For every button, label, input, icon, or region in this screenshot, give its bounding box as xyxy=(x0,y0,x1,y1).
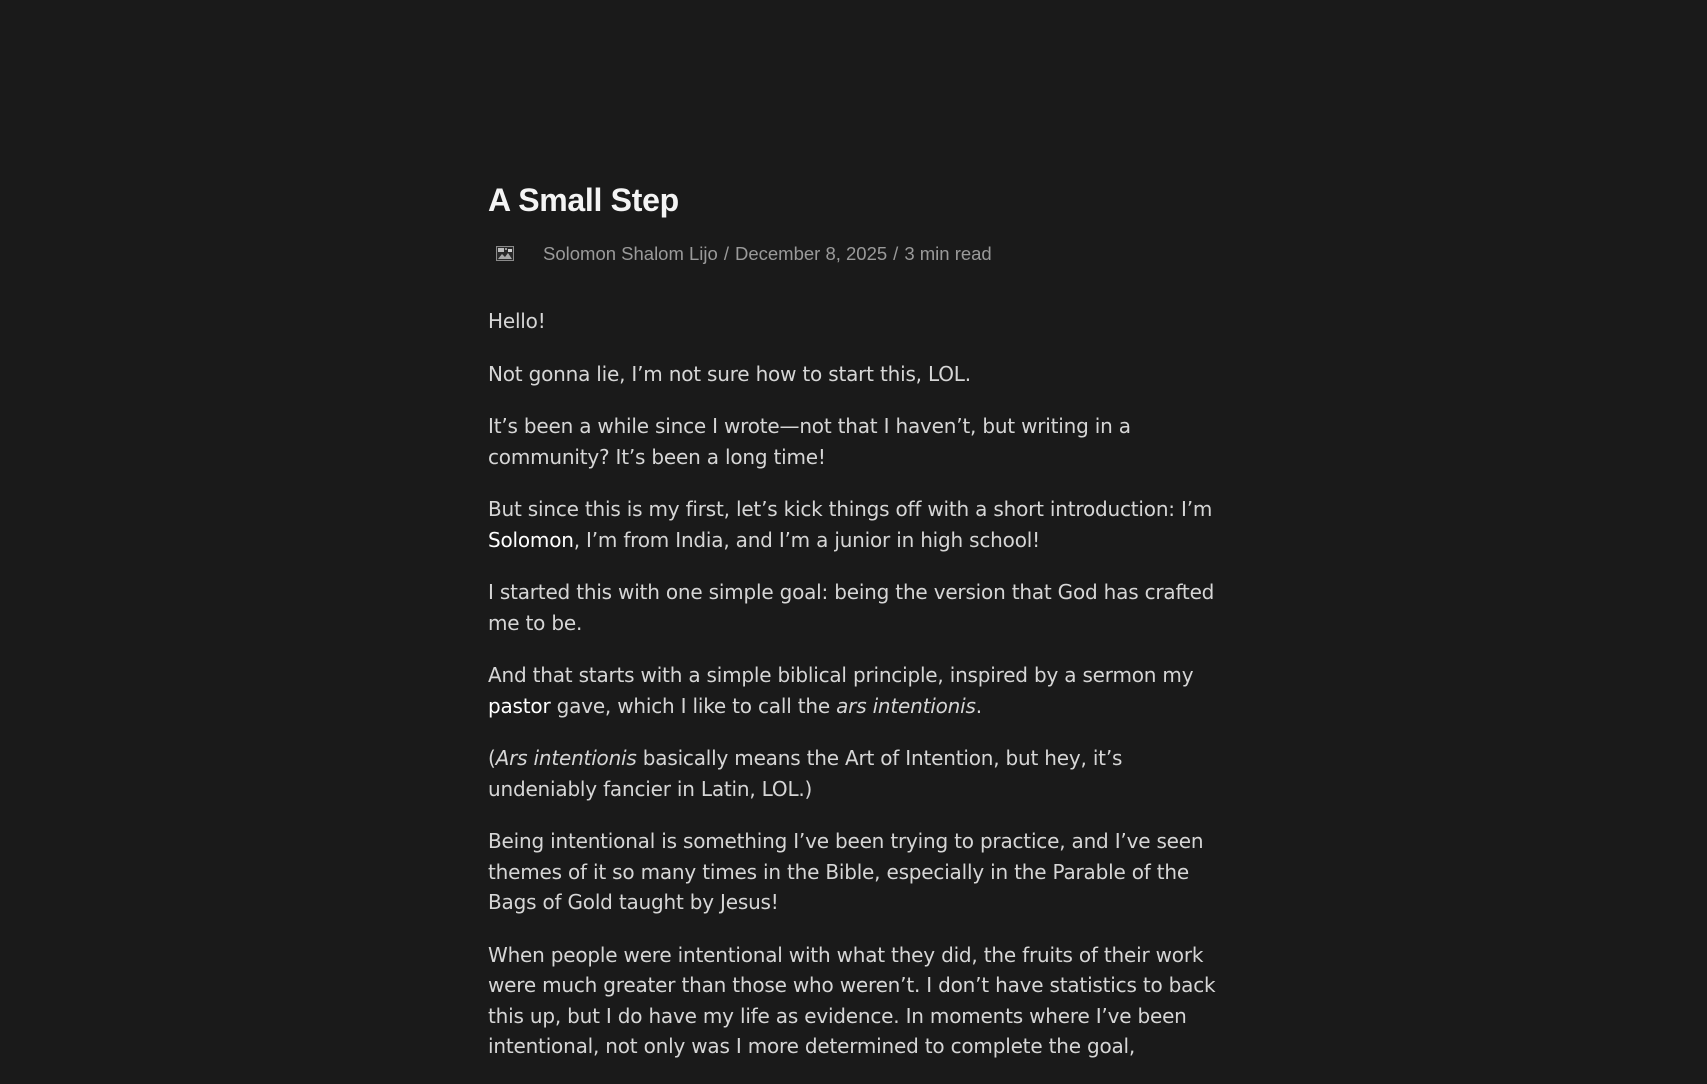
paragraph: Being intentional is something I’ve been trying to practice, and I’ve seen themes of it so many times in the Bible, especially in the Parable of the Bags of Gold taught by Jesus! xyxy=(488,829,1204,914)
paragraph-text: And that starts with a simple biblical principle, inspired by a sermon my xyxy=(488,663,1194,687)
paragraph-text: But since this is my first, let’s kick things off with a short introduction: I’m xyxy=(488,497,1213,521)
paragraph xyxy=(488,494,1228,555)
emphasis-text: Ars intentionis xyxy=(495,746,637,770)
paragraph: Hello! xyxy=(488,309,546,333)
paragraph-text: . xyxy=(975,693,982,718)
post-title: A Small Step xyxy=(488,182,679,218)
paragraph xyxy=(488,743,1228,804)
byline-separator: / xyxy=(893,243,899,264)
paragraph: I started this with one simple goal: being the version that God has crafted me to be. xyxy=(488,580,1215,635)
paragraph-text: gave, which I like to call the xyxy=(550,693,837,718)
paragraph-text: ( xyxy=(488,746,496,770)
solomon-link[interactable]: Solomon xyxy=(488,527,574,552)
post-article xyxy=(488,176,1228,1084)
paragraph-text: , I’m from India, and I’m a junior in high school! xyxy=(573,527,1040,552)
post-meta xyxy=(488,242,1228,266)
paragraph: Not gonna lie, I’m not sure how to start this, LOL. xyxy=(488,361,971,386)
pastor-link[interactable]: pastor xyxy=(488,693,551,718)
post-byline xyxy=(543,243,992,265)
post-content xyxy=(488,306,1228,1062)
emphasis-text: ars intentionis xyxy=(836,693,976,718)
paragraph: It’s been a while since I wrote—not that I haven’t, but writing in a community? It’s been a long time! xyxy=(488,414,1131,469)
paragraph xyxy=(488,660,1228,721)
author-name[interactable]: Solomon Shalom Lijo xyxy=(543,243,718,264)
paragraph-text: basically means the Art of Intention, but hey, it’s undeniably fancier in Latin, LOL.) xyxy=(488,746,1123,801)
post-date: December 8, 2025 xyxy=(734,243,888,264)
byline-separator: / xyxy=(723,243,729,264)
paragraph: When people were intentional with what they did, the fruits of their work were much greater than those who weren’t. I don’t have statistics to back this up, but I do have my life as evidence. In moments where I’ve been intentional, not only was I more determined to complete the goal, xyxy=(488,942,1216,1058)
avatar-image-icon xyxy=(496,246,518,262)
read-time: 3 min read xyxy=(904,243,992,264)
